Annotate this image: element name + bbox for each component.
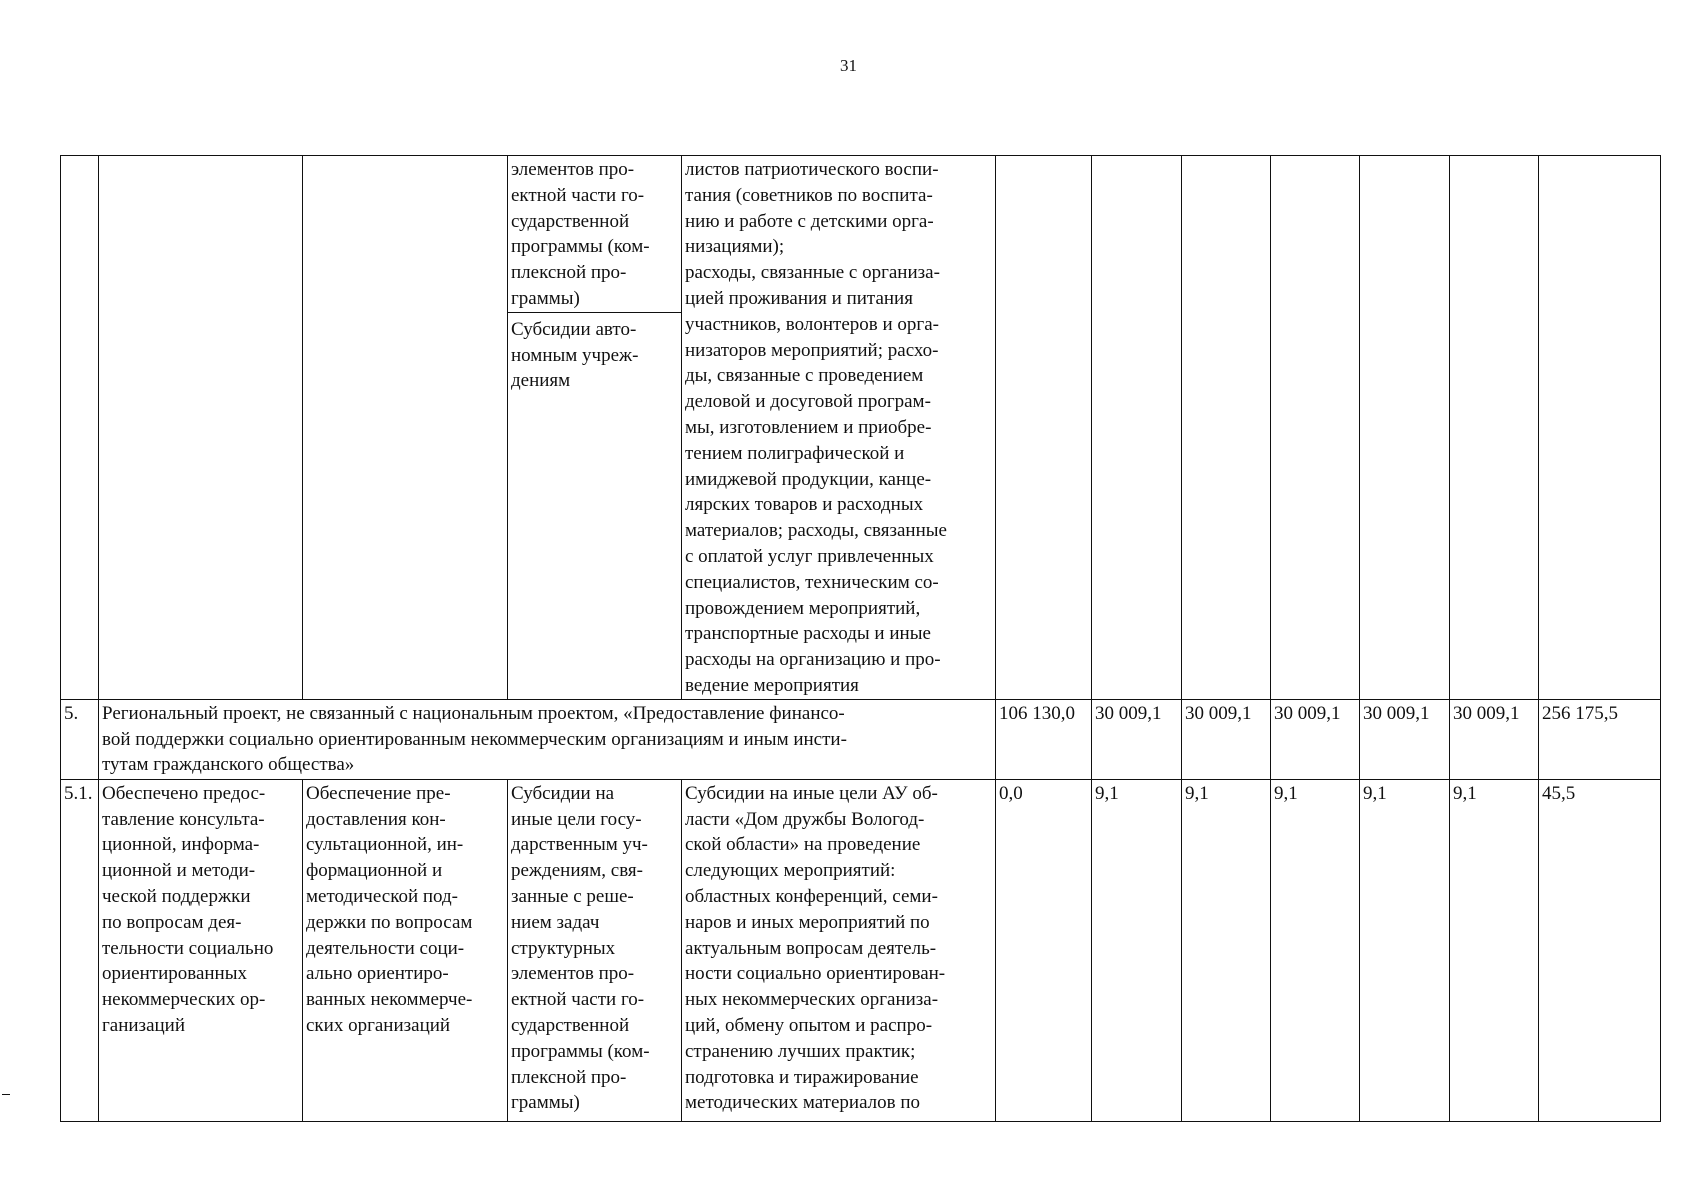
cell-result xyxy=(99,156,303,700)
project-title: Региональный проект, не связанный с национальным проектом, «Предоставление финансо- вой поддержки социально ориентированным некоммерческим организациям и иным инсти- тутам гражданского общества» xyxy=(99,699,996,779)
cell-measure xyxy=(303,156,508,700)
project-value-5: 30 009,1 xyxy=(1360,699,1450,779)
item-number: 5.1. xyxy=(61,779,99,1121)
cell-value-4 xyxy=(1271,156,1360,700)
project-value-2: 30 009,1 xyxy=(1092,699,1182,779)
project-row xyxy=(61,699,1661,779)
margin-mark xyxy=(2,1094,10,1095)
item-value-6: 9,1 xyxy=(1450,779,1539,1121)
project-value-total: 256 175,5 xyxy=(1539,699,1661,779)
item-value-4: 9,1 xyxy=(1271,779,1360,1121)
page-number: 31 xyxy=(840,56,857,75)
cell-source-type xyxy=(508,156,682,700)
item-value-total: 45,5 xyxy=(1539,779,1661,1121)
cell-description: листов патриотического воспи- тания (советников по воспита- нию и работе с детскими орга- низациями); расходы, связанные с организа- цией проживания и питания участников, волонтеров и орга- низаторов мероприятий; расхо- ды, связанные с проведением деловой и досуговой програм- мы, изготовлением и приобре- тением полиграфической и имиджевой продукции, канце- лярских товаров и расходных материалов; расходы, связанные с оплатой услуг привлеченных специалистов, техническим со- провождением мероприятий, транспортные расходы и иные расходы на организацию и про- ведение мероприятия xyxy=(682,156,996,700)
item-value-1: 0,0 xyxy=(996,779,1092,1121)
item-description: Субсидии на иные цели АУ об- ласти «Дом дружбы Вологод- ской области» на проведение следующих мероприятий: областных конференций, семи- наров и иных мероприятий по актуальным вопросам деятель- ности социально ориентирован- ных некоммерческих организа- ций, обмену опытом и распро- странению лучших практик; подготовка и тиражирование методических материалов по xyxy=(682,779,996,1121)
continuation-row xyxy=(61,156,1661,700)
project-value-1: 106 130,0 xyxy=(996,699,1092,779)
cell-value-5 xyxy=(1360,156,1450,700)
cell-value-2 xyxy=(1092,156,1182,700)
project-value-3: 30 009,1 xyxy=(1182,699,1271,779)
cell-value-1 xyxy=(996,156,1092,700)
project-number: 5. xyxy=(61,699,99,779)
item-measure: Обеспечение пре- доставления кон- сультационной, ин- формационной и методической под- держки по вопросам деятельности соци- ально ориентиро- ванных некоммерче- ских организаций xyxy=(303,779,508,1121)
cell-value-total xyxy=(1539,156,1661,700)
item-value-5: 9,1 xyxy=(1360,779,1450,1121)
source-type-1: элементов про- ектной части го- сударственной программы (ком- плексной про- граммы) xyxy=(511,159,650,309)
cell-value-6 xyxy=(1450,156,1539,700)
item-source-type: Субсидии на иные цели госу- дарственным уч- реждениям, свя- занные с реше- нием задач структурных элементов про- ектной части го- сударственной программы (ком- плексной про- граммы) xyxy=(508,779,682,1121)
item-value-3: 9,1 xyxy=(1182,779,1271,1121)
budget-table xyxy=(60,155,1661,1122)
item-row xyxy=(61,779,1661,1121)
item-value-2: 9,1 xyxy=(1092,779,1182,1121)
project-value-4: 30 009,1 xyxy=(1271,699,1360,779)
source-type-2: Субсидии авто- номным учреж- дениям xyxy=(508,312,681,394)
cell-number xyxy=(61,156,99,700)
project-value-6: 30 009,1 xyxy=(1450,699,1539,779)
cell-value-3 xyxy=(1182,156,1271,700)
item-result: Обеспечено предос- тавление консульта- ционной, информа- ционной и методи- ческой поддержки по вопросам дея- тельности социально ориентированных некоммерческих ор- ганизаций xyxy=(99,779,303,1121)
